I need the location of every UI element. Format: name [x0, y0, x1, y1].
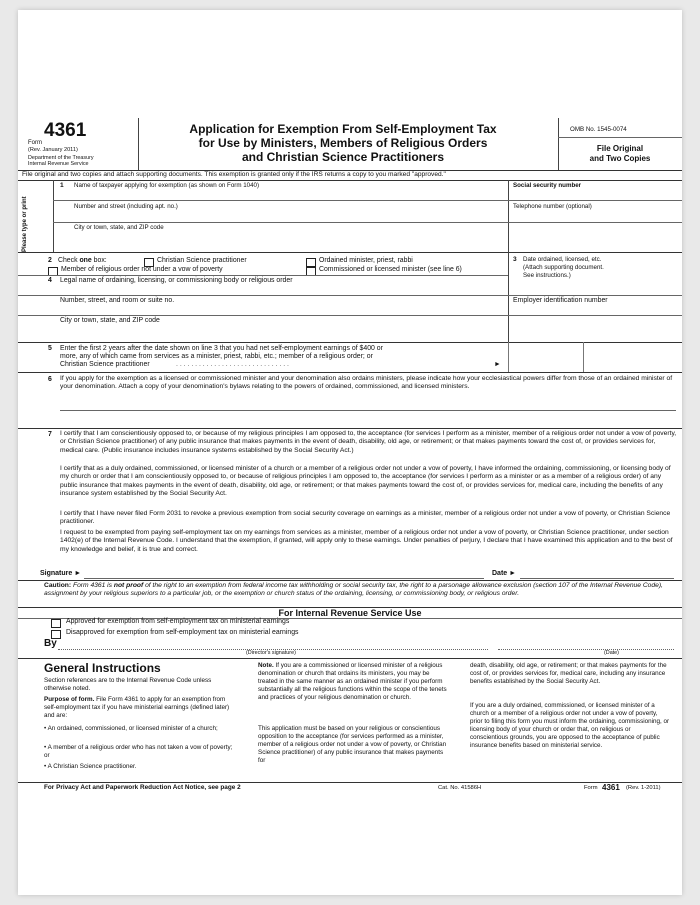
- column-3-paragraph-1: death, disability, old age, or retirement; or that makes payments for the cost of, or provides services for, medical care, including any insurance benefits established by the Social Security Act.: [470, 662, 667, 685]
- line-2-lead: [58, 257, 107, 265]
- file-original: File Original: [596, 144, 644, 153]
- line-4-city-label: City or town, state, and ZIP code: [60, 317, 160, 324]
- line-4-street-label: Number, street, and room or suite no.: [60, 297, 175, 304]
- footer-revision: (Rev. 1-2011): [626, 785, 661, 791]
- rule-line-5: [18, 372, 682, 373]
- title-line-2: for Use by Ministers, Members of Religious Orders: [198, 136, 488, 150]
- agency: Internal Revenue Service: [28, 161, 89, 167]
- approved-text: Approved for exemption from self-employment tax on ministerial earnings: [66, 618, 290, 625]
- line-7-number: 7: [48, 431, 52, 438]
- street-label: Number and street (including apt. no.): [74, 203, 178, 210]
- line-5-box-divider-2: [583, 342, 584, 372]
- line-2-one: one: [79, 257, 92, 264]
- right-column-divider-2: [508, 252, 509, 342]
- line-3-text-1: Date ordained, licensed, etc.: [523, 256, 602, 263]
- rule-line-6: [18, 428, 682, 429]
- line-7-paragraph-4: I request to be exempted from paying self-employment tax on my earnings from services as a minister, member of a religious order not under a vow of poverty, or Christian Science practitioner, under section 1402(e) of the Internal Revenue Code. I understand that the exemption, if granted, will apply only to these earnings. Under penalties of perjury, I declare that I have examined this application and to the best of my knowledge and belief, it is true and correct.: [60, 529, 673, 553]
- caution-text-1: Form 4361 is: [72, 582, 113, 589]
- side-divider: [53, 180, 54, 252]
- date-label: Date ►: [492, 570, 517, 577]
- rule-footer: [18, 782, 682, 783]
- note-lead: Note.: [258, 662, 274, 669]
- omb-divider: [558, 137, 682, 138]
- line-3-text-2: (Attach supporting document.: [523, 264, 604, 271]
- caution-lead: Caution:: [44, 582, 72, 589]
- irs-date-line[interactable]: [498, 649, 674, 650]
- irs-date-label: (Date): [604, 650, 619, 656]
- line-7-paragraph-1: I certify that I am conscientiously opposed to, or because of my religious principles I am opposed to, the acceptance (for services I perform as a minister, member of a religious order not under a vow of poverty, or Christian Science practitioner) of any public insurance that makes payments in the event of death, disability, old age, or retirement; or that makes payments toward the cost of, or provides services for, medical care. (Public insurance includes insurance systems established by the Social Security Act.): [60, 430, 677, 454]
- purpose-text: File Form 4361 to apply for an exemption from self-employment tax if you have ministerial earnings (defined later) and are:: [44, 696, 230, 719]
- rule-line-2: [18, 275, 508, 276]
- line-7-paragraph-3: I certify that I have never filed Form 2031 to revoke a previous exemption from social security coverage on earnings as a minister, member of a religious order not under a vow of poverty, or Christian Science practitioner.: [60, 510, 671, 526]
- line-5-text-3: Christian Science practitioner: [60, 361, 150, 368]
- line-1-label: Name of taxpayer applying for exemption (as shown on Form 1040): [74, 182, 260, 189]
- department: Department of the Treasury: [28, 155, 94, 161]
- right-column-divider-1: [508, 180, 509, 252]
- irs-use-title: For Internal Revenue Service Use: [278, 608, 422, 618]
- general-intro: Section references are to the Internal Revenue Code unless otherwise noted.: [44, 677, 212, 692]
- instruction-line: File original and two copies and attach supporting documents. This exemption is granted only if the IRS returns a copy to you marked "approved.": [22, 171, 446, 178]
- line-2-box-word: box:: [93, 257, 107, 264]
- signature-line[interactable]: [84, 578, 484, 579]
- title-line-1: Application for Exemption From Self-Employment Tax: [189, 122, 497, 136]
- line-3-number: 3: [513, 256, 517, 263]
- line-4-number: 4: [48, 277, 52, 284]
- rule-taxpayer-end: [18, 252, 682, 253]
- form-number: 4361: [44, 120, 87, 141]
- option-commissioned-minister: Commissioned or licensed minister (see line 6): [319, 266, 462, 273]
- omb-number: OMB No. 1545-0074: [570, 126, 627, 133]
- line-2-number: 2: [48, 257, 52, 264]
- purpose-lead: Purpose of form.: [44, 696, 95, 703]
- rule-line-4-street: [18, 315, 682, 316]
- line-5-arrow: ►: [494, 361, 501, 368]
- rule-name: [53, 200, 682, 201]
- caution-text: [44, 582, 676, 599]
- form-page: [18, 10, 682, 895]
- option-ordained-minister: Ordained minister, priest, rabbi: [319, 257, 413, 264]
- caution-bold: not proof: [113, 582, 144, 589]
- line-1-number: 1: [60, 182, 64, 189]
- note-paragraph: [258, 662, 448, 702]
- line-5-text-2: more, any of which came from services as a minister, priest, rabbi, etc.; member of a religious order; or: [60, 353, 373, 360]
- rule-instruction: [18, 180, 682, 181]
- checkbox-approved[interactable]: [51, 619, 61, 628]
- line-3-text-3: See instructions.): [523, 272, 571, 279]
- rule-line-4: [18, 295, 682, 296]
- line-5-box-divider-1: [508, 342, 509, 372]
- line-7-paragraph-2: I certify that as a duly ordained, commissioned, or licensed minister of a church or a member of a religious order not under a vow of poverty, I have informed the ordaining, commissioning, or licensing body of my church or order that I am conscientiously opposed to, or because of religious principles I am opposed to, the acceptance (for services I perform as a minister or as a member of a religious order) of any public insurance that makes payments in the event of death, disability, old age, or retirement; or that makes payments toward the cost of, or provides services for, medical care, including the benefits of any insurance system established by the Social Security Act.: [60, 465, 671, 497]
- line-5-leader-dots: . . . . . . . . . . . . . . . . . . . . . . . . . . . . . .: [176, 361, 289, 368]
- ein-label: Employer identification number: [513, 297, 608, 304]
- form-label: Form: [28, 140, 42, 146]
- rule-irs-use: [18, 658, 682, 659]
- option-christian-science: Christian Science practitioner: [157, 257, 247, 264]
- application-basis: This application must be based on your religious or conscientious opposition to the acceptance (for services performed as a minister, member of a religious order not under a vow of poverty, or Christian Science practitioner) of any public insurance that makes payments for: [258, 725, 447, 764]
- note-text: If you are a commissioned or licensed minister of a religious denomination or church that ordains its ministers, you may be treated in the same manner as an ordained minister if you perform substantially all the religious functions within the scope of the tenets and practices of your religious denomination or church.: [258, 662, 447, 701]
- revision-date: (Rev. January 2011): [28, 147, 78, 153]
- file-copies: and Two Copies: [589, 154, 651, 163]
- caution-text-2: of the right to an exemption from federal income tax withholding or social security tax, the right to a parsonage allowance exclusion (section 107 of the Internal Revenue Code), assignment by your religious superiors to a particular job, or the exemption or church status of the ordaining, licensing, or commissioning body, or religious order.: [44, 582, 663, 598]
- bullet-minister: • An ordained, commissioned, or licensed minister of a church;: [44, 725, 218, 732]
- line-5-text-1: Enter the first 2 years after the date shown on line 3 that you had net self-employment earnings of $400 or: [60, 345, 383, 352]
- signature-label: Signature ►: [40, 570, 82, 577]
- checkbox-ordained-minister[interactable]: [306, 258, 316, 267]
- general-instructions-title: General Instructions: [44, 661, 161, 675]
- purpose-of-form: [44, 696, 234, 720]
- footer-form-number: 4361: [602, 783, 620, 792]
- city-label: City or town, state, and ZIP code: [74, 224, 164, 231]
- option-religious-order: Member of religious order not under a vow of poverty: [61, 266, 223, 273]
- by-label: By: [44, 638, 57, 649]
- line-2-check: Check: [58, 257, 78, 264]
- disapproved-text: Disapproved for exemption from self-employment tax on ministerial earnings: [66, 629, 299, 636]
- bullet-religious-order: • A member of a religious order who has not taken a vow of poverty; or: [44, 744, 233, 759]
- line-6-text: If you apply for the exemption as a licensed or commissioned minister and your denomination also ordains ministers, please indicate how your ecclesiastical powers differ from those of an ordained minister of your denomination. Attach a copy of your denomination's bylaws relating to the powers of ordained, commissioned, and licensed ministers.: [60, 375, 673, 391]
- line-5-number: 5: [48, 345, 52, 352]
- date-line[interactable]: [520, 578, 674, 579]
- bullet-christian-science: • A Christian Science practitioner.: [44, 763, 137, 770]
- line-4-text: Legal name of ordaining, licensing, or commissioning body or religious order: [60, 277, 293, 284]
- column-3-paragraph-2: If you are a duly ordained, commissioned, or licensed minister of a church or a member of a religious order not under a vow of poverty, prior to filing this form you must inform the ordaining, commissioning, or licensing body of your church or order that, on religious or conscientious grounds, you are opposed to the acceptance of public insurance benefits based on ministerial service.: [470, 702, 670, 749]
- catalog-number: Cat. No. 41586H: [438, 785, 482, 791]
- phone-label: Telephone number (optional): [513, 203, 592, 210]
- line-6-number: 6: [48, 376, 52, 383]
- director-signature-label: (Director's signature): [246, 650, 296, 656]
- rule-signature: [18, 580, 682, 581]
- side-label: Please type or print: [22, 196, 28, 252]
- title-line-3: and Christian Science Practitioners: [241, 150, 445, 164]
- rule-street: [53, 222, 682, 223]
- line-6-answer-line-1: [60, 410, 676, 411]
- ssn-label: Social security number: [513, 182, 582, 189]
- privacy-notice: For Privacy Act and Paperwork Reduction Act Notice, see page 2: [44, 784, 241, 791]
- footer-form-label: Form: [584, 785, 598, 791]
